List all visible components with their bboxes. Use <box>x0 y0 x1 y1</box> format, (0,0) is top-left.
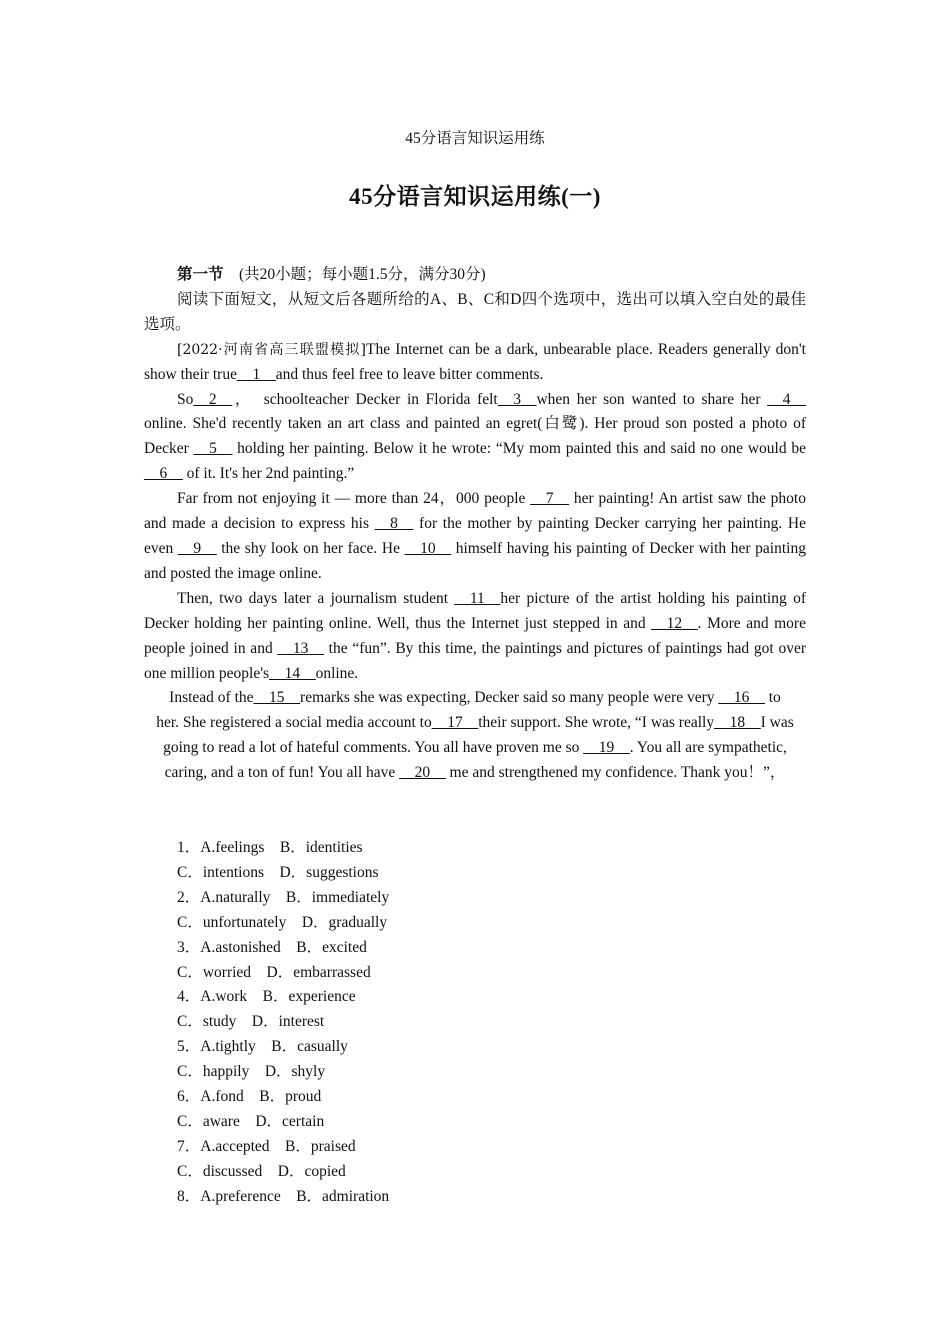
blank-16: __16__ <box>718 689 765 707</box>
blank-10: __10__ <box>404 539 452 557</box>
option-line: 1．A.feelings B．identities <box>177 839 363 856</box>
paragraph-2: So__2__， schoolteacher Decker in Florida felt__3__when her son wanted to share her __4__ online. She'd recently taken an art class and painted an egret(白鹭). Her proud son posted a photo of Decker __5__ holding her painting. Below it he wrote: “My mom painted this and said no one would be __6__ of it. It's her 2nd painting.” <box>144 390 806 483</box>
answer-options <box>177 836 389 1210</box>
blank-5: __5__ <box>193 440 233 458</box>
section-label: 第一节 <box>177 266 224 283</box>
option-line: C．happily D．shyly <box>177 1063 326 1081</box>
blank-17: __17__ <box>431 714 479 732</box>
source-tag: [2022·河南省高三联盟模拟] <box>177 341 367 358</box>
option-line: C．worried D．embarrassed <box>177 963 371 981</box>
option-line: C．intentions D．suggestions <box>177 863 379 881</box>
blank-2: __2__ <box>193 390 233 408</box>
blank-11: __11__ <box>454 589 501 607</box>
section-heading <box>144 263 806 288</box>
page-header: 45分语言知识运用练 <box>405 130 545 147</box>
option-line: C．aware D．certain <box>177 1112 325 1130</box>
blank-18: __18__ <box>714 714 761 732</box>
option-line: C．discussed D．copied <box>177 1162 346 1180</box>
blank-19: __19__ <box>583 739 630 757</box>
option-line: C．study D．interest <box>177 1013 325 1031</box>
option-line: 8．A.preference B．admiration <box>177 1187 390 1205</box>
blank-20: __20__ <box>399 764 446 782</box>
paragraph-3: Far from not enjoying it — more than 24，000 people __7__ her painting! An artist saw the photo and made a decision to express his __8__ for the mother by painting Decker carrying her painting. He even __9__ the shy look on her face. He __10__ himself having his painting of Decker with her painting and posted the image online. <box>144 490 806 582</box>
page-title: 45分语言知识运用练(一) <box>349 184 601 209</box>
blank-15: __15__ <box>253 689 301 707</box>
option-line: 6．A.fond B．proud <box>177 1088 322 1106</box>
blank-9: __9__ <box>177 539 217 557</box>
blank-14: __14__ <box>269 664 316 682</box>
blank-13: __13__ <box>277 639 324 657</box>
instruction: 阅读下面短文，从短文后各题所给的A、B、C和D四个选项中，选出可以填入空白处的最佳选项。 <box>144 290 806 333</box>
option-line: 4．A.work B．experience <box>177 988 356 1006</box>
blank-7: __7__ <box>530 490 569 508</box>
blank-8: __8__ <box>374 515 414 533</box>
option-line: 2．A.naturally B．immediately <box>177 888 390 906</box>
option-line: 3．A.astonished B．excited <box>177 938 367 956</box>
blank-12: __12__ <box>651 614 698 632</box>
blank-3: __3__ <box>497 390 537 408</box>
paragraph-5: Instead of the__15__remarks she was expecting, Decker said so many people were very __16__ to her. She registered a social media account to__17__their support. She wrote, “I was really__18__I was going to read a lot of hateful comments. You all have proven me so __19__. You all are sympathetic, caring, and a ton of fun! You all have __20__ me and strengthened my confidence. Thank you！”， <box>156 689 794 782</box>
option-line: C．unfortunately D．gradually <box>177 913 388 931</box>
option-line: 7．A.accepted B．praised <box>177 1137 356 1155</box>
paragraph-4: Then, two days later a journalism student __11__her picture of the artist holding his painting of Decker holding her painting online. Well, thus the Internet just stepped in and __12__. More and more people joined in and __13__ the “fun”. By this time, the paintings and pictures of paintings had got over one million people's__14__online. <box>144 589 806 682</box>
option-line: 5．A.tightly B．casually <box>177 1038 348 1056</box>
blank-6: __6__ <box>144 465 183 483</box>
section-desc: (共20小题；每小题1.5分，满分30分) <box>223 266 486 283</box>
paragraph-1: [2022·河南省高三联盟模拟]The Internet can be a dark, unbearable place. Readers generally don't show their true__1__and thus feel free to leave bitter comments. <box>144 340 806 383</box>
blank-4: __4__ <box>767 390 806 408</box>
passage <box>144 263 806 786</box>
blank-1: __1__ <box>236 365 276 383</box>
